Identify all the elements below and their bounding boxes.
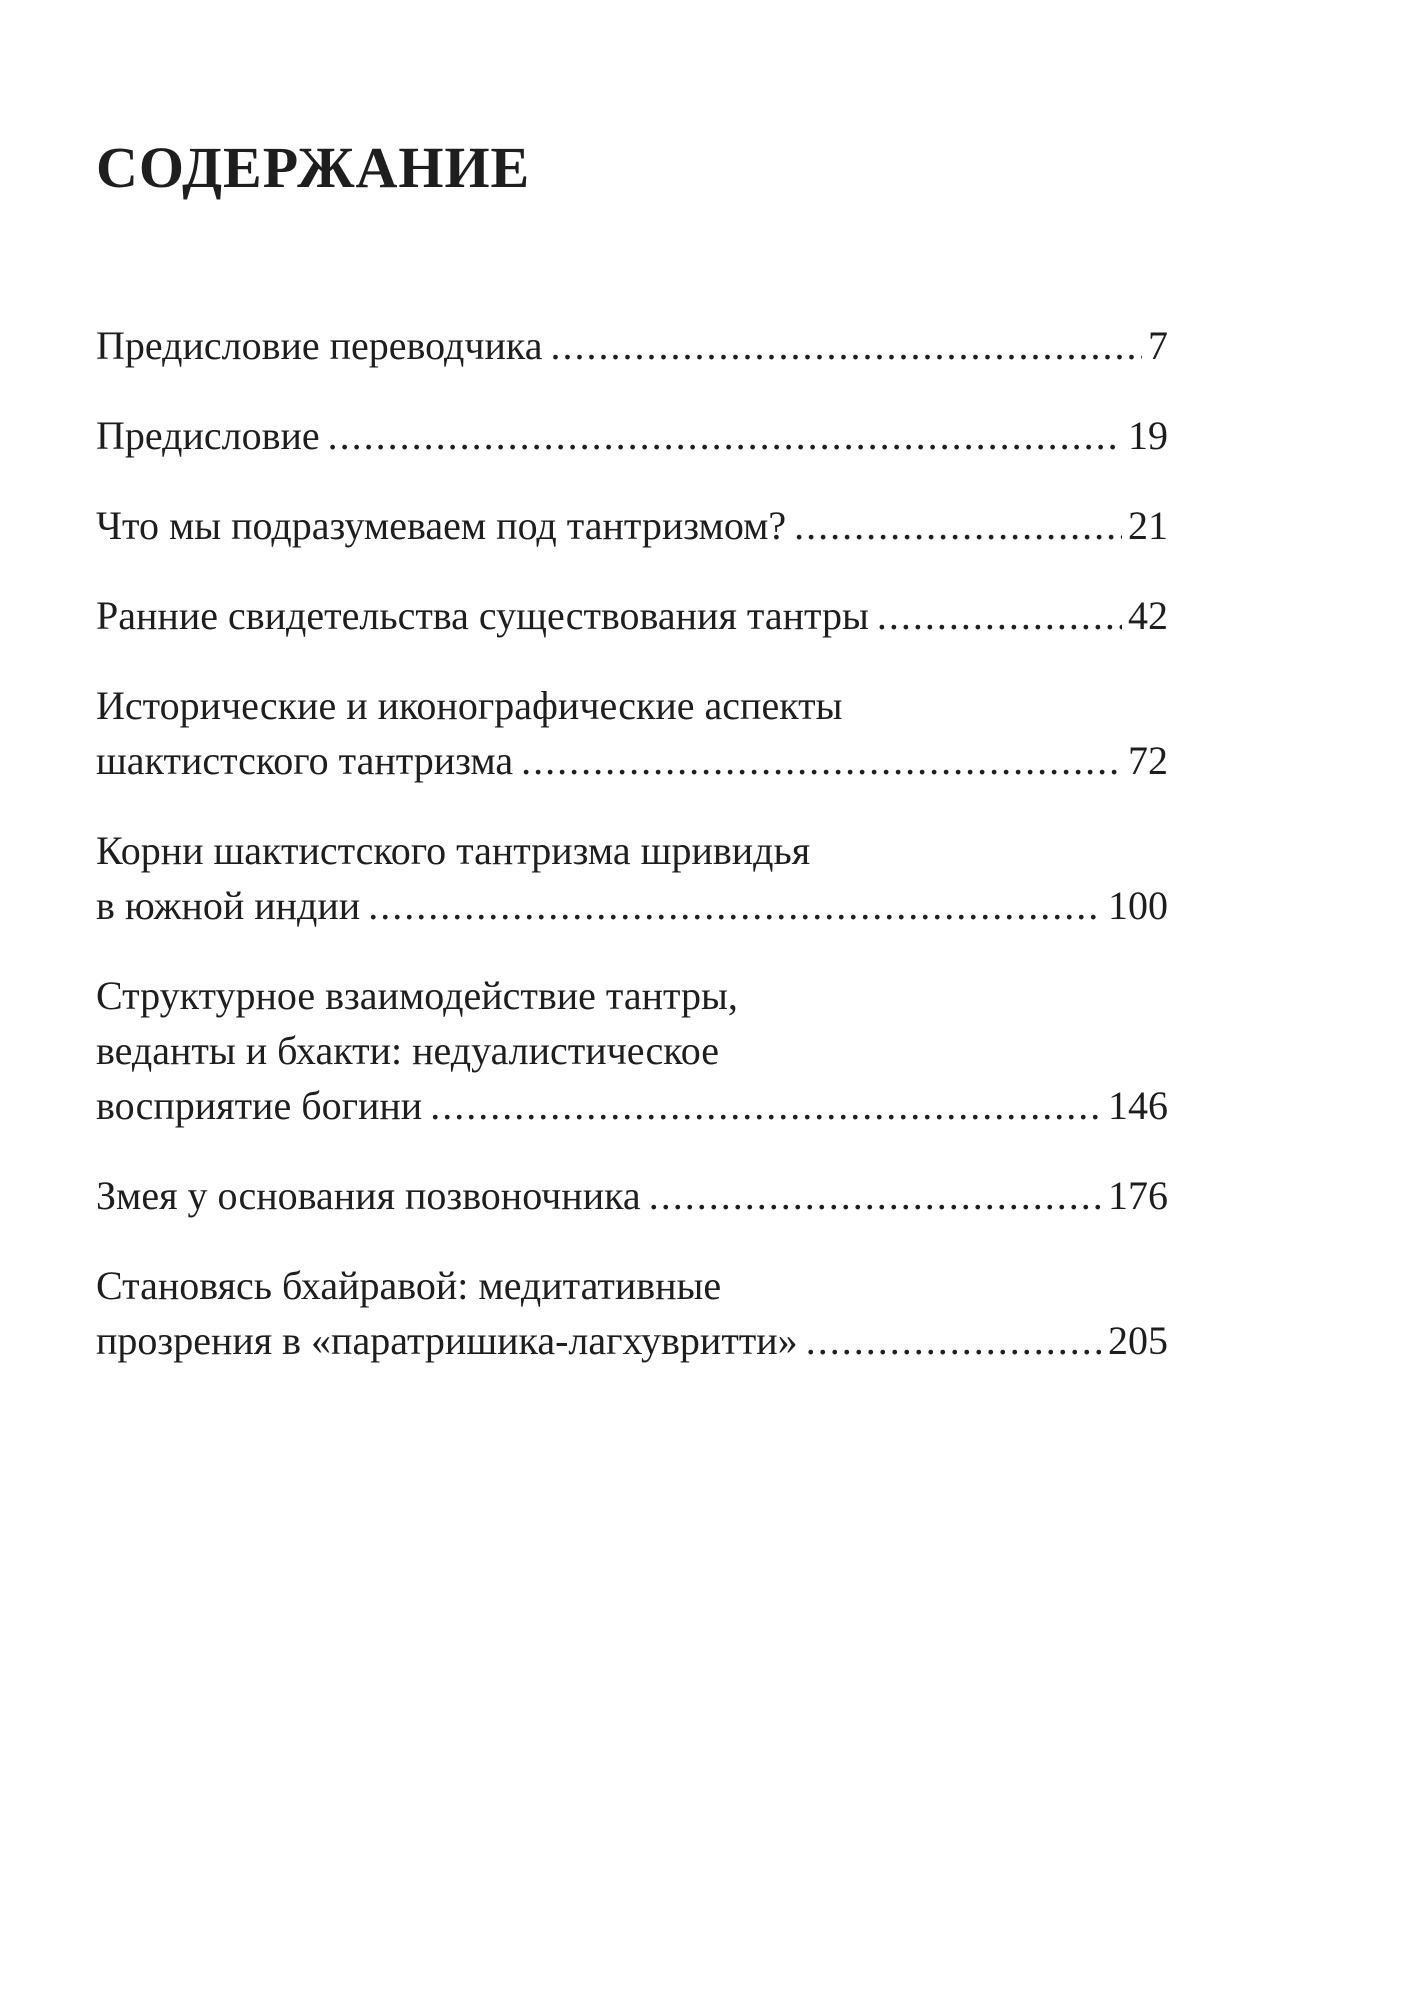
toc-entry-title: Предисловие переводчика (96, 323, 543, 368)
toc-entry-roots-srividya[interactable] (96, 823, 1168, 933)
dot-leader (430, 1078, 1102, 1133)
toc-entry-early-evidence[interactable] (96, 588, 1168, 643)
toc-page (96, 0, 1168, 2000)
toc-entry-title-line: Корни шактистского тантризма шривидья (96, 828, 811, 873)
dot-leader (521, 733, 1122, 788)
toc-entry-line (96, 1078, 1168, 1133)
toc-page-number: 21 (1128, 503, 1168, 548)
toc-entry-historical-aspects[interactable] (96, 678, 1168, 788)
toc-entry-title: в южной индии (96, 883, 361, 928)
toc-page-number: 146 (1108, 1083, 1168, 1128)
dot-leader (806, 1313, 1102, 1368)
toc-page-number: 176 (1108, 1173, 1168, 1218)
toc-entry-serpent[interactable] (96, 1168, 1168, 1223)
toc-entry-what-is-tantrism[interactable] (96, 498, 1168, 553)
toc-entry-title: восприятие богини (96, 1083, 423, 1128)
toc-entry-title: Предисловие (96, 413, 320, 458)
toc-entry-title: прозрения в «паратришика-лагхувритти» (96, 1318, 798, 1363)
dot-leader (794, 498, 1122, 553)
dot-leader (368, 878, 1102, 933)
toc-entry-preface[interactable] (96, 408, 1168, 463)
toc-entry-line (96, 498, 1168, 553)
toc-entry-line (96, 318, 1168, 373)
toc-entry-title: Ранние свидетельства существования тантры (96, 593, 869, 638)
toc-entry-becoming-bhairava[interactable] (96, 1258, 1168, 1368)
toc-entry-line (96, 588, 1168, 643)
toc-entry-line (96, 1168, 1168, 1223)
toc-page-number: 7 (1148, 323, 1168, 368)
dot-leader (550, 318, 1142, 373)
toc-entry-title: Что мы подразумеваем под тантризмом? (96, 503, 787, 548)
dot-leader (877, 588, 1122, 643)
toc-list (96, 318, 1168, 1403)
dot-leader (649, 1168, 1102, 1223)
page-title: СОДЕРЖАНИЕ (96, 135, 531, 200)
toc-entry-title: шактистского тантризма (96, 738, 514, 783)
toc-entry-title-line: Структурное взаимодействие тантры, (96, 973, 738, 1018)
toc-page-number: 205 (1108, 1318, 1168, 1363)
toc-page-number: 72 (1128, 738, 1168, 783)
toc-entry-line (96, 1313, 1168, 1368)
toc-entry-title: Змея у основания позвоночника (96, 1173, 641, 1218)
toc-entry-title-line: Становясь бхайравой: медитативные (96, 1263, 722, 1308)
toc-page-number: 19 (1128, 413, 1168, 458)
toc-entry-translator-preface[interactable] (96, 318, 1168, 373)
toc-page-number: 42 (1128, 593, 1168, 638)
toc-entry-line (96, 408, 1168, 463)
toc-entry-title-line: веданты и бхакти: недуалистическое (96, 1028, 719, 1073)
toc-entry-structural-interaction[interactable] (96, 968, 1168, 1133)
dot-leader (328, 408, 1122, 463)
toc-page-number: 100 (1108, 883, 1168, 928)
toc-entry-line (96, 878, 1168, 933)
toc-entry-line (96, 733, 1168, 788)
toc-entry-title-line: Исторические и иконографические аспекты (96, 683, 843, 728)
